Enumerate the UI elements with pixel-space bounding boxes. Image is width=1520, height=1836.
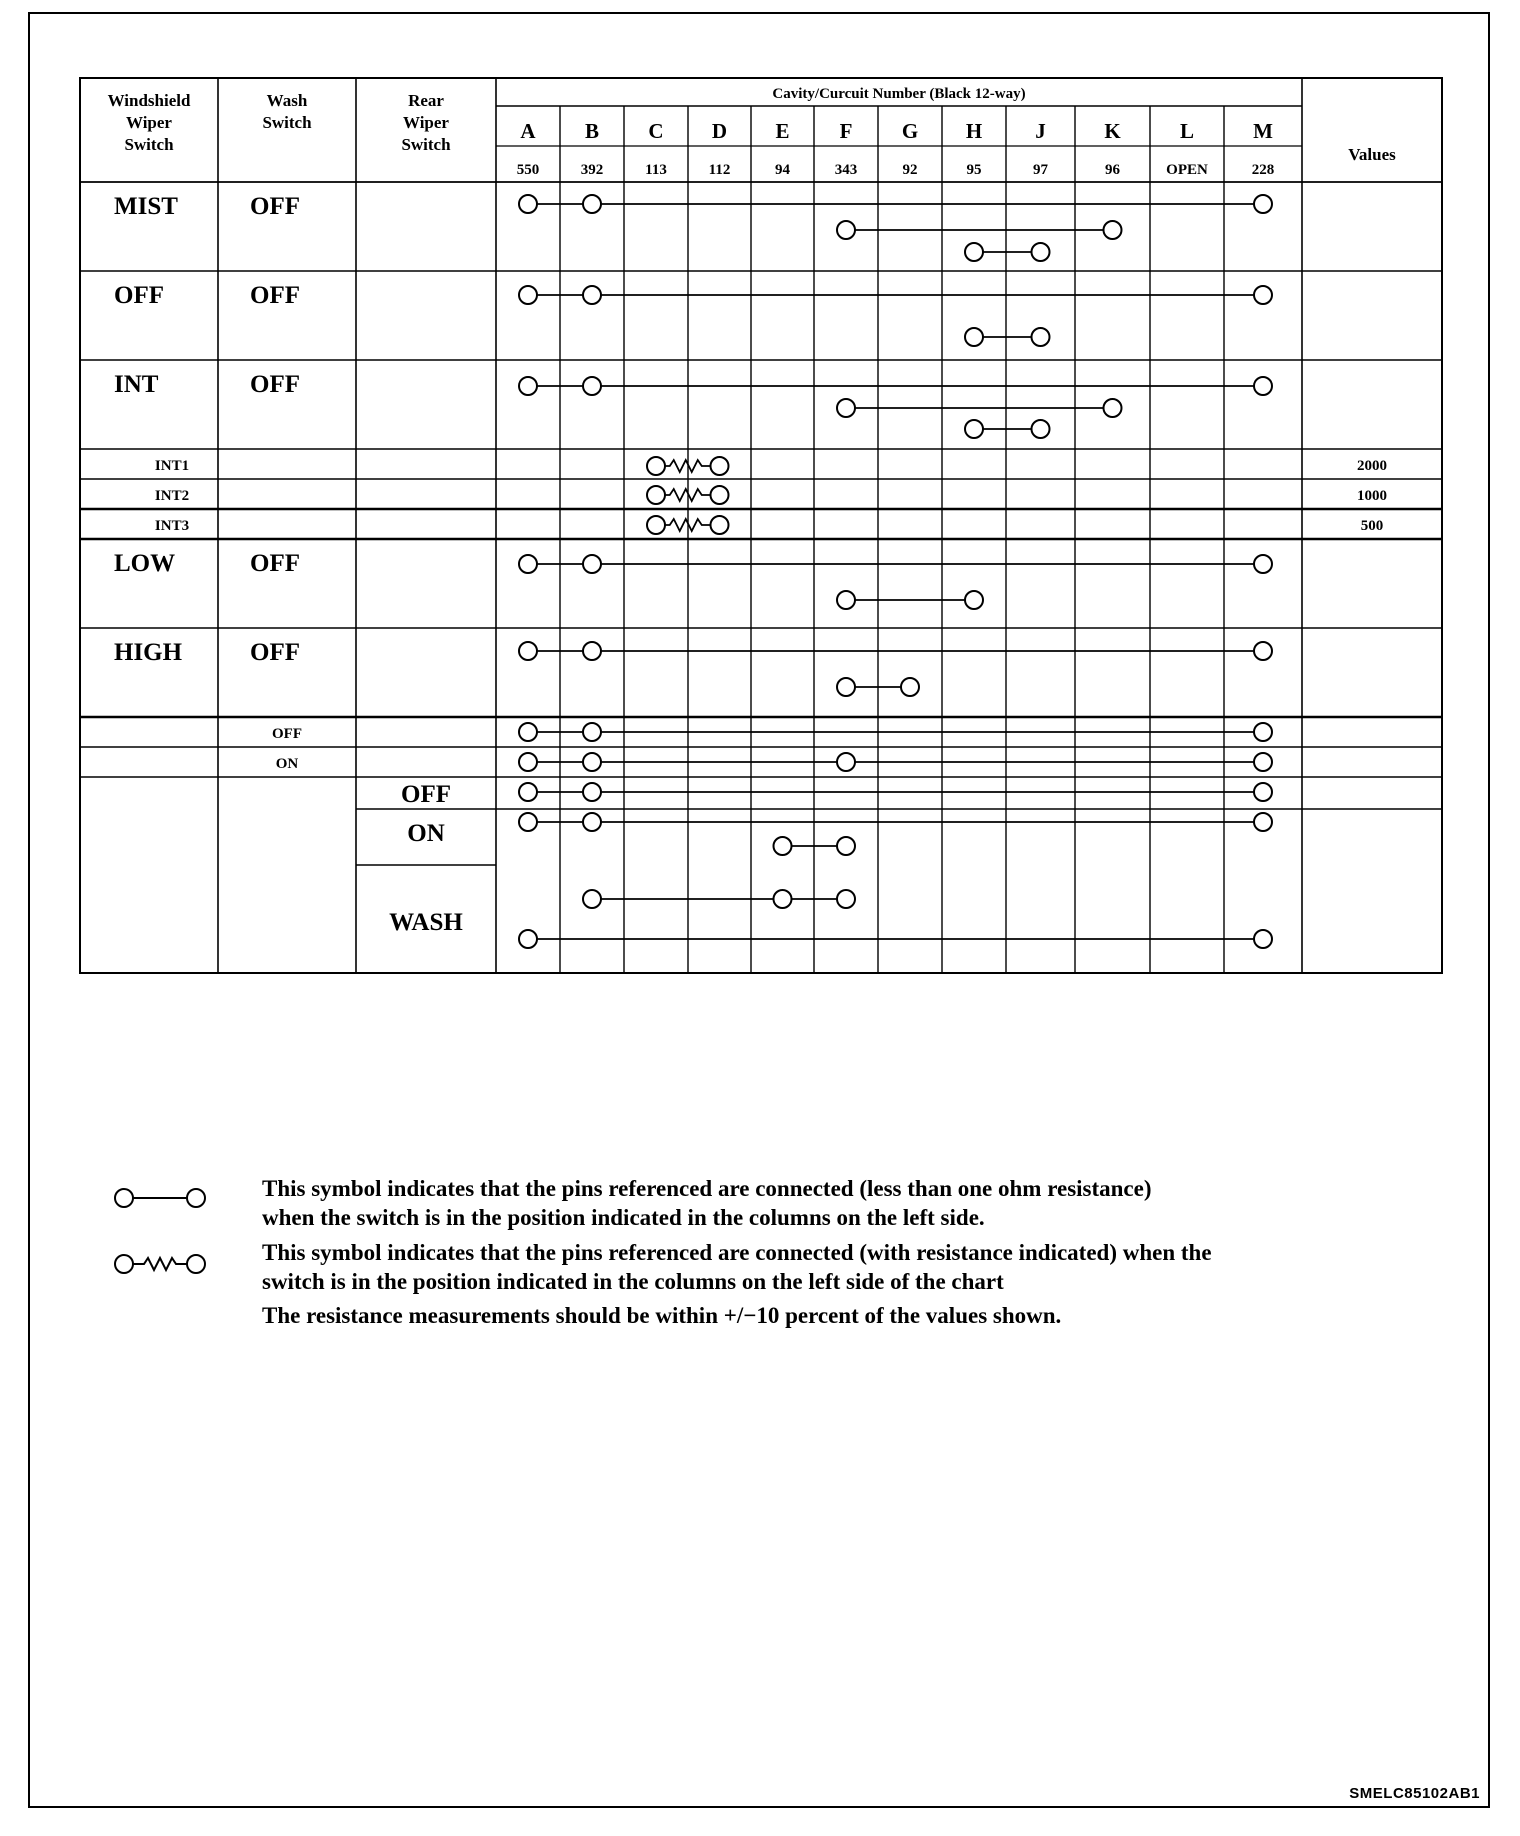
wash-position: OFF bbox=[250, 193, 300, 220]
pin-M-terminal bbox=[1254, 813, 1272, 831]
pin-M-terminal bbox=[1254, 723, 1272, 741]
header-wash-switch: Wash bbox=[266, 91, 308, 110]
continuity-symbol-icon bbox=[110, 1184, 220, 1214]
header-rear-wiper-switch: Wiper bbox=[403, 113, 449, 132]
cavity-letter-L: L bbox=[1179, 119, 1195, 143]
cavity-letter-C: C bbox=[648, 119, 664, 143]
circuit-number-K: 96 bbox=[1105, 162, 1120, 178]
pin-E-terminal bbox=[774, 837, 792, 855]
circuit-number-J: 97 bbox=[1033, 162, 1048, 178]
cavity-letter-E: E bbox=[775, 119, 790, 143]
switch-continuity-chart bbox=[30, 14, 1490, 1154]
pin-D-terminal bbox=[711, 486, 729, 504]
pin-E-terminal bbox=[774, 890, 792, 908]
cavity-letter-K: K bbox=[1104, 119, 1121, 143]
pin-A-terminal bbox=[519, 783, 537, 801]
header-cavity-title: Cavity/Curcuit Number (Black 12-way) bbox=[772, 86, 1026, 102]
pin-M-terminal bbox=[1254, 195, 1272, 213]
cavity-letter-J: J bbox=[1035, 119, 1046, 143]
pin-B-terminal bbox=[583, 753, 601, 771]
circuit-number-M: 228 bbox=[1251, 162, 1275, 178]
header-rear-wiper-switch: Rear bbox=[408, 91, 444, 110]
circuit-number-A: 550 bbox=[516, 162, 540, 178]
cavity-letter-A: A bbox=[520, 119, 536, 143]
pin-B-terminal bbox=[583, 723, 601, 741]
cavity-letter-H: H bbox=[965, 119, 983, 143]
pin-B-terminal bbox=[583, 195, 601, 213]
cavity-letter-F: F bbox=[839, 119, 853, 143]
pin-J-terminal bbox=[1032, 243, 1050, 261]
pin-B-terminal bbox=[583, 783, 601, 801]
circuit-number-D: 112 bbox=[708, 162, 731, 178]
pin-B-terminal bbox=[583, 813, 601, 831]
rear-wiper-position-on: ON bbox=[407, 820, 445, 847]
legend-continuity bbox=[262, 1174, 1152, 1232]
circuit-number-H: 95 bbox=[966, 162, 982, 178]
resistance-symbol-icon bbox=[110, 1250, 220, 1280]
pin-F-terminal bbox=[837, 399, 855, 417]
circuit-number-E: 94 bbox=[775, 162, 790, 178]
wiper-position-mist: MIST bbox=[114, 193, 178, 220]
pin-C-terminal bbox=[647, 486, 665, 504]
pin-F-terminal bbox=[837, 591, 855, 609]
wash-position: OFF bbox=[250, 550, 300, 577]
pin-H-terminal bbox=[965, 328, 983, 346]
header-windshield-wiper-switch: Switch bbox=[124, 135, 174, 154]
rear-wiper-position-off: OFF bbox=[401, 781, 451, 808]
wash-position: OFF bbox=[250, 639, 300, 666]
pin-F-terminal bbox=[837, 837, 855, 855]
pin-D-terminal bbox=[711, 457, 729, 475]
pin-F-terminal bbox=[837, 890, 855, 908]
circuit-number-B: 392 bbox=[580, 162, 604, 178]
header-rear-wiper-switch: Switch bbox=[401, 135, 451, 154]
pin-M-terminal bbox=[1254, 930, 1272, 948]
figure-code: SMELC85102AB1 bbox=[1349, 1785, 1480, 1802]
pin-C-terminal bbox=[647, 457, 665, 475]
wiper-position-int3: INT3 bbox=[154, 518, 190, 534]
pin-A-terminal bbox=[519, 723, 537, 741]
legend-resistance bbox=[262, 1238, 1212, 1330]
pin-A-terminal bbox=[519, 813, 537, 831]
pin-A-terminal bbox=[519, 753, 537, 771]
cavity-letter-G: G bbox=[901, 119, 919, 143]
pin-A-terminal bbox=[519, 286, 537, 304]
pin-B-terminal bbox=[583, 286, 601, 304]
pin-M-terminal bbox=[1254, 377, 1272, 395]
pin-J-terminal bbox=[1032, 328, 1050, 346]
pin-J-terminal bbox=[1032, 420, 1050, 438]
legend-tolerance-text: The resistance measurements should be within +/−10 percent of the values shown. bbox=[262, 1303, 1062, 1328]
circuit-number-C: 113 bbox=[645, 162, 667, 178]
pin-K-terminal bbox=[1104, 399, 1122, 417]
wiper-position-high: HIGH bbox=[114, 639, 183, 666]
wash-position-on: ON bbox=[275, 756, 299, 772]
header-windshield-wiper-switch: Windshield bbox=[107, 91, 191, 110]
pin-K-terminal bbox=[1104, 221, 1122, 239]
pin-H-terminal bbox=[965, 420, 983, 438]
wash-position: OFF bbox=[250, 371, 300, 398]
pin-B-terminal bbox=[583, 642, 601, 660]
wiper-position-int2: INT2 bbox=[154, 488, 190, 504]
resistance-value: 1000 bbox=[1357, 488, 1387, 504]
wash-position: OFF bbox=[250, 282, 300, 309]
pin-G-terminal bbox=[901, 678, 919, 696]
pin-F-terminal bbox=[837, 753, 855, 771]
resistance-value: 500 bbox=[1360, 518, 1384, 534]
pin-C-terminal bbox=[647, 516, 665, 534]
wiper-position-low: LOW bbox=[114, 550, 176, 577]
pin-A-terminal bbox=[519, 555, 537, 573]
pin-A-terminal bbox=[519, 930, 537, 948]
pin-A-terminal bbox=[519, 377, 537, 395]
cavity-letter-M: M bbox=[1253, 119, 1273, 143]
resistance-value: 2000 bbox=[1357, 458, 1387, 474]
pin-A-terminal bbox=[519, 642, 537, 660]
header-windshield-wiper-switch: Wiper bbox=[126, 113, 172, 132]
header-values: Values bbox=[1348, 145, 1396, 164]
legend-continuity-text-1: This symbol indicates that the pins referenced are connected (less than one ohm resistance) bbox=[262, 1176, 1152, 1201]
pin-H-terminal bbox=[965, 591, 983, 609]
rear-wiper-position-wash: WASH bbox=[389, 909, 463, 936]
legend-continuity-text-2: when the switch is in the position indicated in the columns on the left side. bbox=[262, 1205, 985, 1230]
pin-M-terminal bbox=[1254, 753, 1272, 771]
pin-F-terminal bbox=[837, 221, 855, 239]
pin-F-terminal bbox=[837, 678, 855, 696]
wiper-position-int1: INT1 bbox=[154, 458, 190, 474]
circuit-number-G: 92 bbox=[902, 162, 918, 178]
legend-resistance-text-1: This symbol indicates that the pins referenced are connected (with resistance indicated) when the bbox=[262, 1240, 1212, 1265]
pin-D-terminal bbox=[711, 516, 729, 534]
pin-B-terminal bbox=[583, 377, 601, 395]
pin-M-terminal bbox=[1254, 286, 1272, 304]
page-frame bbox=[28, 12, 1490, 1808]
pin-M-terminal bbox=[1254, 642, 1272, 660]
cavity-letter-D: D bbox=[711, 119, 728, 143]
wiper-position-int: INT bbox=[114, 371, 159, 398]
circuit-number-L: OPEN bbox=[1166, 162, 1208, 178]
cavity-letter-B: B bbox=[584, 119, 600, 143]
pin-M-terminal bbox=[1254, 783, 1272, 801]
pin-B-terminal bbox=[583, 555, 601, 573]
pin-B-terminal bbox=[583, 890, 601, 908]
legend-resistance-text-2: switch is in the position indicated in the columns on the left side of the chart bbox=[262, 1269, 1004, 1294]
pin-M-terminal bbox=[1254, 555, 1272, 573]
wash-position-off: OFF bbox=[272, 726, 302, 742]
pin-A-terminal bbox=[519, 195, 537, 213]
wiper-position-off: OFF bbox=[114, 282, 164, 309]
pin-H-terminal bbox=[965, 243, 983, 261]
header-wash-switch: Switch bbox=[262, 113, 312, 132]
circuit-number-F: 343 bbox=[834, 162, 858, 178]
